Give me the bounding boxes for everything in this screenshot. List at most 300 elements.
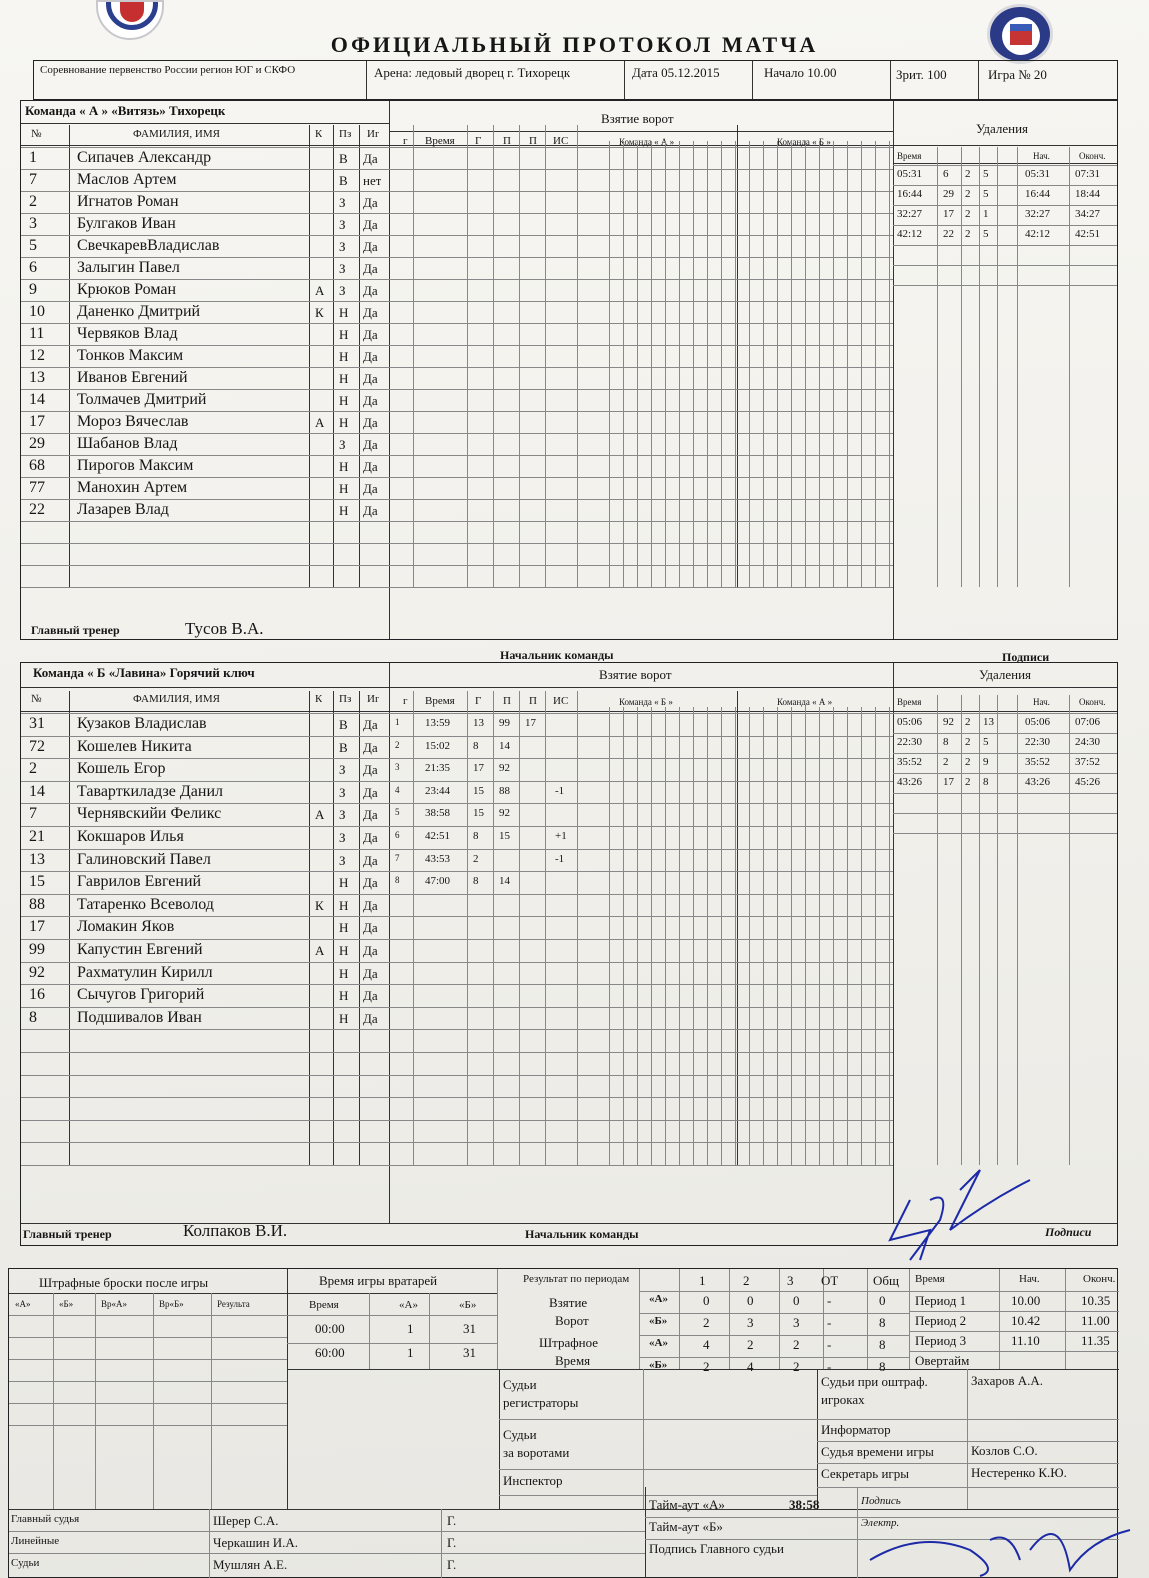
period-time-col-header: Нач. (1019, 1273, 1040, 1285)
player-position: Н (339, 897, 349, 913)
grid-line (359, 125, 360, 587)
player-name: Мороз Вячеслав (77, 413, 189, 430)
grid-line (21, 433, 893, 434)
shootout-col-header: «А» (15, 1299, 31, 1309)
grid-line (9, 1315, 287, 1316)
penalty-player: 8 (943, 736, 949, 748)
period-score-cell: 4 (747, 1359, 754, 1374)
grid-line (893, 185, 1117, 186)
player-played: Да (363, 762, 378, 778)
team-a-title: Команда « А » «Витязь» Тихорецк (25, 103, 226, 118)
penalty-player: 92 (943, 716, 954, 728)
grid-line (9, 1359, 287, 1360)
grid-line (211, 1293, 212, 1509)
player-number: 88 (29, 895, 45, 913)
shootout-col-header: Вр«Б» (159, 1299, 184, 1309)
goalie-cell: 60:00 (315, 1345, 345, 1360)
team-b-goals-header: Взятие ворот (599, 667, 672, 682)
player-number: 15 (29, 873, 45, 891)
player-name: Гаврилов Евгений (77, 873, 202, 891)
period-col-header: 3 (787, 1273, 794, 1288)
grid-line (287, 1369, 497, 1370)
grid-line (287, 1315, 497, 1316)
player-played: Да (363, 920, 378, 936)
arena: Арена: ледовый дворец г. Тихорецк (374, 65, 571, 80)
grid-line (639, 1357, 909, 1358)
period-score-cell: 0 (793, 1293, 800, 1308)
penalty-start: 05:31 (1025, 168, 1051, 180)
player-position: В (339, 739, 348, 755)
grid-line (21, 1142, 893, 1143)
competition-name: Соревнование первенство России регион ЮГ и СКФО (40, 64, 296, 76)
penalty-player: 2 (943, 756, 949, 768)
player-position: Н (339, 415, 349, 430)
player-played: Да (363, 371, 378, 386)
player-number: 14 (29, 782, 45, 800)
player-played: Да (363, 717, 378, 732)
player-name: Залыгин Павел (77, 259, 180, 276)
grid-line (21, 1007, 893, 1008)
page-title: ОФИЦИАЛЬНЫЙ ПРОТОКОЛ МАТЧА (330, 32, 819, 57)
goal-index: 4 (395, 784, 400, 795)
b-col-num-header: № (31, 693, 42, 705)
grid-line (21, 916, 893, 917)
b-col-is-header: ИС (553, 695, 569, 707)
player-played: Да (363, 943, 378, 958)
grid-line (1017, 695, 1018, 1165)
goal-index: 7 (395, 852, 400, 863)
player-position: З (339, 762, 346, 778)
penalty-start: 32:27 (1025, 208, 1051, 220)
player-number: 31 (29, 715, 45, 732)
player-name: Галиновский Павел (77, 850, 211, 868)
grid-line (937, 147, 938, 587)
goalie-col-header: Время (309, 1299, 339, 1311)
goal-time: 23:44 (425, 784, 451, 797)
grid-line (497, 1269, 498, 1369)
grid-line (979, 695, 980, 1165)
grid-line (893, 733, 1117, 734)
grid-line (413, 125, 414, 587)
player-name: Толмачев Дмитрий (77, 391, 207, 408)
period-team-label: «Б» (649, 1315, 668, 1327)
goalie-cell: 00:00 (315, 1321, 345, 1336)
penalty-start: 43:26 (1025, 776, 1051, 788)
b-col-ig-header: Иг (367, 693, 380, 705)
player-name: Татаренко Всеволод (77, 895, 214, 913)
period-col-header: ОТ (821, 1273, 839, 1288)
grid-line (893, 713, 1117, 714)
player-number: 5 (29, 237, 37, 254)
player-position: Н (339, 875, 349, 891)
goal-scorer: 15 (473, 807, 484, 820)
b-col-pen-end-header: Оконч. (1079, 697, 1106, 707)
grid-line (21, 849, 893, 850)
referee-name: Мушлян А.Е. (213, 1557, 288, 1572)
player-played: Да (363, 349, 378, 364)
grid-line (413, 691, 414, 1165)
period-score-cell: 8 (879, 1315, 886, 1330)
player-number: 13 (29, 850, 45, 868)
head-referee-sign-label: Подпись Главного судьи (649, 1541, 784, 1556)
timeout-b-label: Тайм-аут «Б» (649, 1519, 723, 1534)
player-captain-mark: К (315, 305, 324, 320)
player-number: 92 (29, 963, 45, 981)
grid-line (429, 1293, 430, 1369)
goal-index: 3 (395, 762, 400, 773)
player-position: З (339, 852, 346, 868)
player-position: Н (339, 503, 349, 518)
col-pen-time-header: Время (897, 151, 922, 161)
b-col-time-header: Время (425, 695, 455, 707)
player-name: Иванов Евгений (77, 369, 188, 386)
grid-line (909, 1331, 1119, 1332)
grid-line (21, 894, 893, 895)
grid-line (21, 736, 893, 737)
penalty-minutes: 2 (965, 208, 971, 220)
grid-line (21, 587, 893, 588)
grid-line (9, 1531, 645, 1532)
grid-line (21, 781, 893, 782)
penalty-end: 07:31 (1075, 168, 1101, 180)
goal-index: 5 (395, 807, 400, 818)
player-name: Капустин Евгений (77, 941, 203, 958)
player-position: Н (339, 988, 349, 1004)
grid-line (679, 1269, 680, 1369)
grid-line (21, 257, 893, 258)
referee-signature (860, 1520, 1140, 1578)
period-time-col-header: Оконч. (1083, 1273, 1116, 1285)
period-score-cell: - (827, 1359, 832, 1374)
goals-label-2: Ворот (555, 1313, 589, 1328)
periods-title: Результат по периодам (523, 1273, 630, 1285)
player-name: Таварткиладзе Данил (77, 782, 224, 800)
grid-line (21, 803, 893, 804)
player-played: Да (363, 415, 378, 430)
goal-time: 13:59 (425, 717, 451, 729)
player-position: В (339, 173, 348, 188)
goal-assist-1: 92 (499, 807, 510, 820)
shootout-col-header: «Б» (59, 1299, 74, 1309)
player-played: Да (363, 852, 378, 868)
official-role: Судьи при оштраф. игроках (821, 1374, 928, 1407)
grid-line (21, 235, 893, 236)
player-position: Н (339, 481, 349, 496)
grid-line (493, 691, 494, 1165)
player-name: Чернявскийи Феликс (77, 805, 222, 823)
grid-line (95, 1293, 96, 1509)
player-number: 7 (29, 805, 37, 823)
player-name: Кокшаров Илья (77, 828, 184, 845)
b-col-p1-header: П (503, 695, 511, 707)
grid-line (467, 125, 468, 587)
player-number: 2 (29, 760, 37, 778)
grid-line (909, 1351, 1119, 1352)
referee-city: Г. (447, 1535, 457, 1550)
player-played: Да (363, 988, 378, 1004)
player-position: Н (339, 943, 349, 958)
grid-line (645, 1517, 1119, 1518)
grid-line (999, 1269, 1000, 1369)
b-col-goal-header: Г (475, 695, 482, 707)
grid-line (9, 1337, 287, 1338)
officials-label: Судьи (503, 1377, 537, 1392)
grid-line (937, 695, 938, 1165)
period-time-cell: 10.42 (1011, 1313, 1041, 1328)
player-number: 1 (29, 149, 37, 166)
period-col-header: Общ (873, 1273, 900, 1288)
team-b-title: Команда « Б «Лавина» Горячий ключ (33, 665, 255, 680)
period-score-cell: 2 (703, 1315, 710, 1330)
pim-label-1: Штрафное (539, 1335, 599, 1350)
penalty-code: 5 (983, 168, 989, 180)
grid-line (9, 1381, 287, 1382)
player-name: Кузаков Владислав (77, 715, 207, 732)
grid-line (817, 1441, 1119, 1442)
b-col-team-b-header: Команда « Б » (619, 697, 673, 707)
player-position: З (339, 283, 346, 298)
player-position: Н (339, 1010, 349, 1026)
grid-line (287, 1343, 497, 1344)
referee-city: Г. (447, 1557, 457, 1572)
goal-index: 8 (395, 875, 400, 886)
player-name: Ломакин Яков (77, 918, 175, 936)
player-number: 14 (29, 391, 45, 408)
grid-line (997, 695, 998, 1165)
player-position: З (339, 261, 346, 276)
match-date: Дата 05.12.2015 (632, 65, 720, 80)
player-name: Крюков Роман (77, 281, 177, 298)
player-played: Да (363, 739, 378, 755)
grid-line (645, 1487, 646, 1578)
penalty-minutes: 2 (965, 168, 971, 180)
player-number: 13 (29, 369, 45, 386)
referee-role: Главный судья (11, 1513, 80, 1525)
penalty-start: 22:30 (1025, 736, 1051, 748)
grid-line (545, 125, 546, 587)
period-score-cell: - (827, 1315, 832, 1330)
grid-line (333, 125, 334, 587)
period-time-cell: 10.00 (1011, 1293, 1041, 1308)
penalty-minutes: 2 (965, 716, 971, 728)
player-position: Н (339, 965, 349, 981)
b-col-p2-header: П (529, 695, 537, 707)
official-role: Информатор (821, 1422, 891, 1437)
grid-line (21, 543, 893, 544)
player-name: Рахматулин Кирилл (77, 963, 213, 981)
grid-line (961, 147, 962, 587)
penalty-code: 8 (983, 776, 989, 788)
grid-line (21, 939, 893, 940)
goal-scorer: 2 (473, 852, 479, 865)
grid-line (21, 477, 893, 478)
player-name: Сипачев Александр (77, 149, 212, 166)
team-b-penalties-header: Удаления (979, 667, 1032, 682)
player-played: Да (363, 393, 378, 408)
penalty-end: 42:51 (1075, 228, 1101, 240)
penalty-end: 18:44 (1075, 188, 1101, 200)
grid-line (893, 205, 1117, 206)
player-number: 11 (29, 325, 45, 342)
referee-role: Судьи (11, 1557, 40, 1569)
grid-line (893, 165, 1117, 166)
penalty-time: 05:31 (897, 168, 923, 180)
team-a-penalties-header: Удаления (976, 121, 1029, 136)
grid-line (9, 1403, 287, 1404)
goalie-cell: 31 (463, 1345, 476, 1360)
grid-line (893, 773, 1117, 774)
grid-line (21, 279, 893, 280)
penalty-player: 17 (943, 208, 954, 220)
goal-time: 47:00 (425, 875, 451, 888)
player-played: нет (363, 173, 382, 188)
period-team-label: «А» (649, 1337, 668, 1349)
b-col-pen-time-header: Время (897, 697, 922, 707)
goal-strength: -1 (555, 784, 565, 797)
penalty-end: 37:52 (1075, 756, 1101, 768)
grid-line (577, 691, 578, 1165)
grid-line (153, 1293, 154, 1509)
player-number: 12 (29, 347, 45, 364)
penalty-player: 29 (943, 188, 954, 200)
grid-line (639, 1269, 640, 1369)
team-b-chief-label: Начальник команды (525, 1227, 639, 1241)
grid-line (779, 1269, 780, 1369)
grid-line (499, 1419, 817, 1420)
player-position: З (339, 195, 346, 210)
goals-label-1: Взятие (549, 1295, 588, 1310)
game-number: Игра № 20 (988, 67, 1047, 82)
goal-assist-1: 14 (499, 739, 510, 752)
grid-line (817, 1487, 1119, 1488)
goal-assist-1: 92 (499, 762, 510, 775)
col-pen-start-header: Нач. (1033, 151, 1050, 161)
b-col-pen-start-header: Нач. (1033, 697, 1050, 707)
penalty-code: 9 (983, 756, 989, 768)
grid-line (21, 521, 893, 522)
penalty-code: 5 (983, 188, 989, 200)
period-time-cell: 11.35 (1081, 1333, 1110, 1348)
grid-line (857, 1487, 858, 1578)
grid-line (639, 1335, 909, 1336)
period-time-col-header: Время (915, 1273, 945, 1285)
period-score-cell: 2 (793, 1359, 800, 1374)
col-p1-header: П (503, 135, 511, 147)
grid-line (309, 125, 310, 587)
pim-label-2: Время (555, 1353, 591, 1368)
period-score-cell: 0 (879, 1293, 886, 1308)
goal-strength: -1 (555, 852, 565, 865)
grid-line (737, 125, 738, 587)
grid-line (499, 1495, 817, 1496)
goal-scorer: 8 (473, 875, 479, 888)
penalty-time: 05:06 (897, 716, 923, 728)
player-captain-mark: А (315, 415, 325, 430)
grid-line (1065, 1269, 1066, 1369)
player-number: 3 (29, 215, 37, 232)
col-is-header: ИС (553, 135, 569, 147)
player-played: Да (363, 459, 378, 474)
player-number: 10 (29, 303, 45, 320)
team-a-goals-header: Взятие ворот (601, 111, 674, 126)
grid-line (21, 323, 893, 324)
goal-time: 15:02 (425, 739, 451, 752)
player-played: Да (363, 897, 378, 913)
player-number: 68 (29, 457, 45, 474)
grid-line (493, 125, 494, 587)
referee-name: Шерер С.А. (213, 1513, 279, 1528)
period-score-cell: 3 (747, 1315, 754, 1330)
penalty-start: 42:12 (1025, 228, 1051, 240)
officials-label: регистраторы (503, 1395, 579, 1410)
official-name: Козлов С.О. (971, 1443, 1038, 1458)
grid-line (9, 1509, 1119, 1510)
player-number: 7 (29, 171, 37, 188)
penalty-time: 32:27 (897, 208, 923, 220)
player-position: Н (339, 393, 349, 408)
penalty-start: 35:52 (1025, 756, 1051, 768)
b-col-k-header: К (315, 693, 323, 705)
player-position: З (339, 437, 346, 452)
start-time: Начало 10.00 (764, 65, 837, 80)
grid-line (21, 565, 893, 566)
goal-index: 1 (395, 717, 400, 727)
penalty-player: 17 (943, 776, 954, 788)
team-b-signatures-label: Подписи (1045, 1225, 1092, 1239)
player-played: Да (363, 784, 378, 800)
col-ig-header: Иг (367, 128, 380, 140)
team-a-chief-label: Начальник команды (500, 648, 614, 662)
officials-label: Судьи (503, 1427, 537, 1442)
penalty-player: 6 (943, 168, 949, 180)
period-score-cell: 2 (793, 1337, 800, 1352)
player-name: Булгаков Иван (77, 215, 176, 232)
penalty-start: 05:06 (1025, 716, 1051, 728)
penalty-minutes: 2 (965, 228, 971, 240)
period-time-cell: Период 1 (915, 1293, 967, 1308)
player-name: Манохин Артем (77, 479, 188, 496)
player-name: Даненко Дмитрий (77, 303, 201, 320)
goalie-time-title: Время игры вратарей (319, 1273, 438, 1288)
period-score-cell: 3 (793, 1315, 800, 1330)
grid-line (69, 691, 70, 1165)
period-time-cell: Овертайм (915, 1353, 970, 1368)
goal-strength: +1 (555, 830, 567, 842)
goal-scorer: 13 (473, 717, 484, 729)
grid-line (1017, 147, 1018, 587)
player-played: Да (363, 481, 378, 496)
player-played: Да (363, 965, 378, 981)
goalie-cell: 1 (407, 1345, 414, 1360)
player-played: Да (363, 151, 378, 166)
player-captain-mark: А (315, 807, 325, 823)
grid-line (519, 125, 520, 587)
col-k-header: К (315, 128, 323, 140)
player-name: Червяков Влад (77, 325, 178, 342)
period-score-cell: - (827, 1337, 832, 1352)
player-played: Да (363, 239, 378, 254)
referee-name: Черкашин И.А. (213, 1535, 299, 1550)
player-name: Лазарев Влад (77, 501, 169, 518)
player-position: З (339, 217, 346, 232)
grid-line (893, 833, 1117, 834)
referee-role: Линейные (11, 1535, 60, 1547)
grid-line (209, 1509, 210, 1578)
period-score-cell: 4 (703, 1337, 710, 1352)
spectators: Зрит. 100 (896, 67, 947, 82)
shootout-col-header: Результа (217, 1299, 250, 1309)
grid-line (53, 1293, 54, 1509)
